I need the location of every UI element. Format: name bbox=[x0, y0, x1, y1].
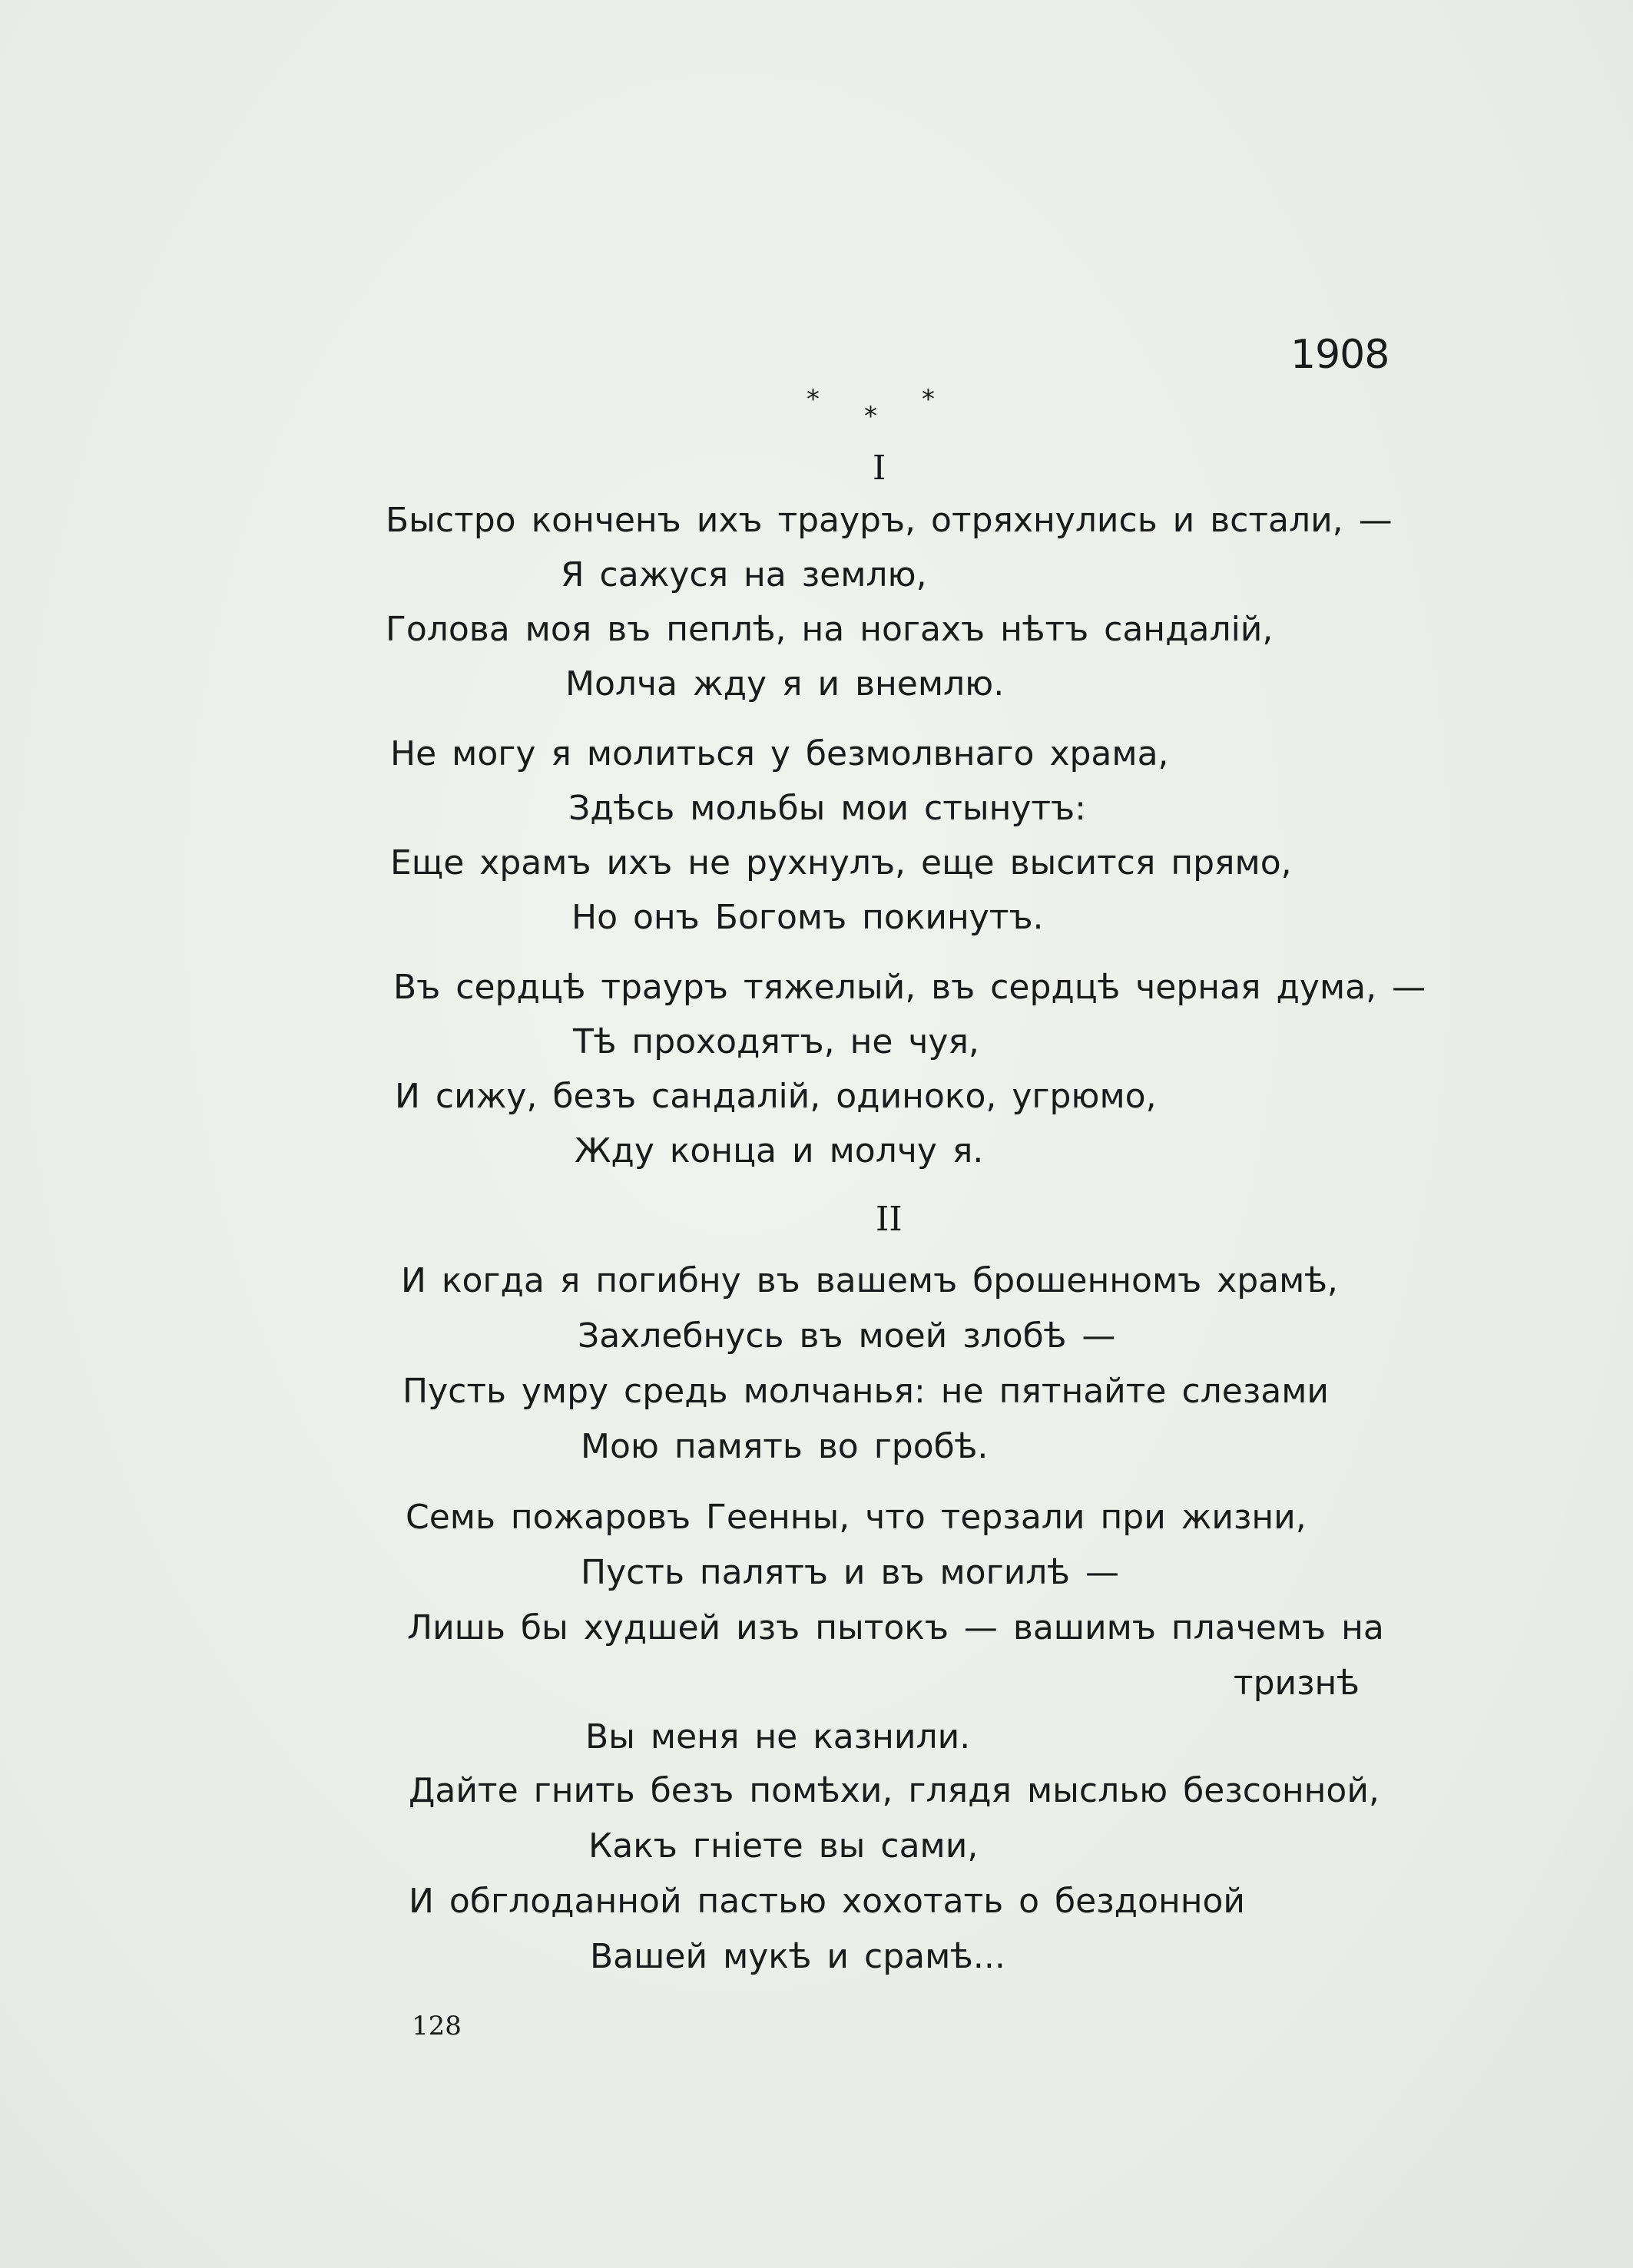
poem-line: Молча жду я и внемлю. bbox=[565, 664, 1005, 704]
poem-line: Въ сердцѣ трауръ тяжелый, въ сердцѣ черная дума, — bbox=[393, 968, 1426, 1007]
asterism-divider bbox=[807, 384, 945, 438]
poem-line: Быстро конченъ ихъ трауръ, отряхнулись и встали, — bbox=[386, 501, 1393, 540]
poem-line: Захлебнусь въ моей злобѣ — bbox=[578, 1316, 1116, 1356]
section-number: I bbox=[873, 449, 886, 488]
poem-line: тризнѣ bbox=[1234, 1664, 1360, 1703]
poem-line: Еще храмъ ихъ не рухнулъ, еще высится прямо, bbox=[390, 843, 1292, 882]
poem-line: Пусть палятъ и въ могилѣ — bbox=[581, 1553, 1119, 1592]
page-number: 128 bbox=[412, 2011, 462, 2041]
section-number: II bbox=[876, 1200, 903, 1239]
poem-line: Голова моя въ пеплѣ, на ногахъ нѣтъ сандалій, bbox=[386, 610, 1274, 649]
poem-line: И сижу, безъ сандалій, одиноко, угрюмо, bbox=[395, 1077, 1157, 1116]
poem-line: Мою память во гробѣ. bbox=[581, 1427, 989, 1466]
poem-line: Лишь бы худшей изъ пытокъ — вашимъ плачемъ на bbox=[407, 1608, 1384, 1647]
poem-line: Я сажуся на землю, bbox=[561, 555, 927, 594]
year-heading: 1908 bbox=[1290, 332, 1390, 378]
poem-line: И обглоданной пастью хохотать о бездонной bbox=[409, 1882, 1246, 1921]
poem-line: Вы меня не казнили. bbox=[585, 1717, 971, 1756]
poem-line: Пусть умру средь молчанья: не пятнайте слезами bbox=[402, 1372, 1329, 1411]
asterisk: * bbox=[864, 401, 877, 432]
poem-line: Но онъ Богомъ покинутъ. bbox=[571, 898, 1044, 937]
poem-line: Не могу я молиться у безмолвнаго храма, bbox=[390, 734, 1169, 773]
poem-line: Тѣ проходятъ, не чуя, bbox=[573, 1022, 979, 1061]
poem-line: И когда я погибну въ вашемъ брошенномъ храмѣ, bbox=[401, 1261, 1338, 1300]
asterisk: * bbox=[807, 384, 820, 415]
asterisk: * bbox=[922, 384, 935, 415]
poem-line: Вашей мукѣ и срамѣ... bbox=[590, 1937, 1005, 1976]
poem-line: Жду конца и молчу я. bbox=[575, 1131, 984, 1170]
poem-line: Дайте гнить безъ помѣхи, глядя мыслью безсонной, bbox=[409, 1771, 1380, 1810]
poem-line: Здѣсь мольбы мои стынутъ: bbox=[568, 789, 1086, 828]
poem-line: Семь пожаровъ Геенны, что терзали при жизни, bbox=[406, 1498, 1307, 1537]
poem-line: Какъ гніете вы сами, bbox=[588, 1826, 979, 1866]
